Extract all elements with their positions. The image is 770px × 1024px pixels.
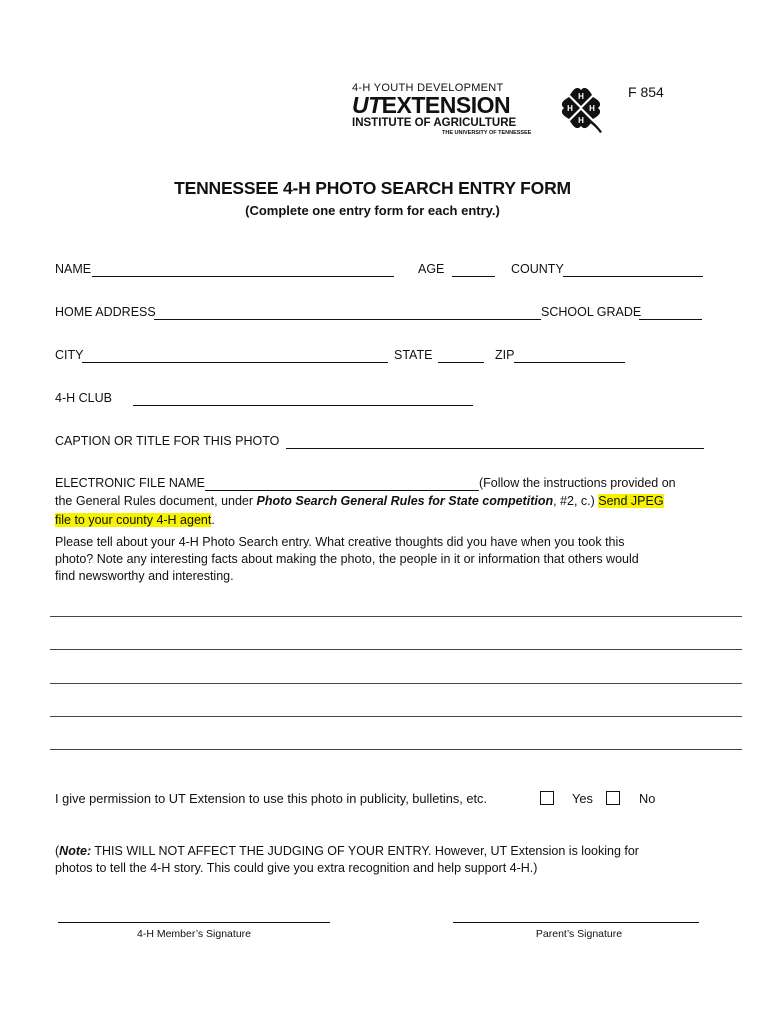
clover-letter-left: H xyxy=(567,104,573,113)
member-signature-label: 4-H Member’s Signature xyxy=(137,928,251,940)
file-instructions-line3 xyxy=(55,513,215,527)
county-label: COUNTY xyxy=(511,262,564,276)
county-field[interactable] xyxy=(565,261,701,275)
rule-number: , #2, c.) xyxy=(553,494,599,508)
parent-signature-label: Parent’s Signature xyxy=(535,928,623,940)
club-line xyxy=(133,405,473,406)
home-address-label: HOME ADDRESS xyxy=(55,305,156,319)
note-line1 xyxy=(55,844,639,858)
file-instructions-text: the General Rules document, under xyxy=(55,494,257,508)
four-h-clover-icon xyxy=(556,82,606,134)
city-line xyxy=(82,362,388,363)
form-code: F 854 xyxy=(628,84,664,100)
clover-letter-top: H xyxy=(578,92,584,101)
permission-text: I give permission to UT Extension to use this photo in publicity, bulletins, etc. xyxy=(55,791,487,806)
note-text: THIS WILL NOT AFFECT THE JUDGING OF YOUR ENTRY. However, UT Extension is looking for xyxy=(91,844,639,858)
note-open-paren: ( xyxy=(55,844,60,858)
state-label: STATE xyxy=(394,348,433,362)
school-grade-field[interactable] xyxy=(640,304,700,318)
age-label: AGE xyxy=(418,262,445,276)
note-line2: photos to tell the 4-H story. This could give you extra recognition and help support 4-H.) xyxy=(55,861,538,875)
file-instructions-line1: (Follow the instructions provided on xyxy=(479,476,676,490)
story-textarea[interactable] xyxy=(50,600,740,750)
permission-no-checkbox[interactable] xyxy=(606,791,620,805)
file-instructions-end: . xyxy=(211,513,215,527)
name-label: NAME xyxy=(55,262,92,276)
zip-line xyxy=(514,362,625,363)
page-subtitle: (Complete one entry form for each entry.) xyxy=(245,203,500,218)
home-address-field[interactable] xyxy=(156,304,539,318)
general-rules-reference: Photo Search General Rules for State competition xyxy=(256,494,554,508)
logo-extension: EXTENSION xyxy=(381,92,511,118)
club-label: 4-H CLUB xyxy=(55,391,112,405)
logo-line-extension xyxy=(352,92,510,118)
logo-ut: UT xyxy=(352,92,382,118)
county-agent-highlight: file to your county 4-H agent xyxy=(55,513,212,527)
state-field[interactable] xyxy=(440,347,482,361)
file-name-field[interactable] xyxy=(207,475,477,489)
caption-label: CAPTION OR TITLE FOR THIS PHOTO xyxy=(55,434,280,448)
permission-yes-label: Yes xyxy=(572,791,593,806)
zip-label: ZIP xyxy=(495,348,515,362)
page-title: TENNESSEE 4-H PHOTO SEARCH ENTRY FORM xyxy=(174,178,571,198)
story-prompt-line1: Please tell about your 4-H Photo Search entry. What creative thoughts did you have when you took this xyxy=(55,535,625,549)
clover-letter-right: H xyxy=(589,104,595,113)
logo-line-institute: INSTITUTE OF AGRICULTURE xyxy=(352,117,517,129)
logo-line-university: THE UNIVERSITY OF TENNESSEE xyxy=(442,130,532,136)
school-grade-label: SCHOOL GRADE xyxy=(541,305,642,319)
state-line xyxy=(438,362,484,363)
school-grade-line xyxy=(639,319,702,320)
ut-extension-logo xyxy=(352,82,552,138)
age-field[interactable] xyxy=(454,261,494,275)
logo-line-youth-development: 4-H YOUTH DEVELOPMENT xyxy=(352,82,504,94)
note-label: Note: xyxy=(59,844,92,858)
file-name-line xyxy=(205,490,479,491)
permission-yes-checkbox[interactable] xyxy=(540,791,554,805)
name-line xyxy=(92,276,394,277)
home-address-line xyxy=(154,319,541,320)
clover-stem xyxy=(590,121,602,133)
file-name-label: ELECTRONIC FILE NAME xyxy=(55,476,206,490)
zip-field[interactable] xyxy=(516,347,623,361)
caption-line xyxy=(286,448,704,449)
story-prompt-line3: find newsworthy and interesting. xyxy=(55,569,234,583)
city-field[interactable] xyxy=(84,347,386,361)
parent-signature-line xyxy=(453,922,699,923)
member-signature-line xyxy=(58,922,330,923)
caption-field[interactable] xyxy=(288,433,702,447)
clover-letter-bottom: H xyxy=(578,116,584,125)
name-field[interactable] xyxy=(94,261,392,275)
story-prompt-line2: photo? Note any interesting facts about making the photo, the people in it or information that others would xyxy=(55,552,639,566)
county-line xyxy=(563,276,703,277)
city-label: CITY xyxy=(55,348,84,362)
permission-no-label: No xyxy=(639,791,656,806)
club-field[interactable] xyxy=(135,390,471,404)
age-line xyxy=(452,276,495,277)
send-jpeg-highlight: Send JPEG xyxy=(598,494,664,508)
file-instructions-line2 xyxy=(55,494,664,508)
